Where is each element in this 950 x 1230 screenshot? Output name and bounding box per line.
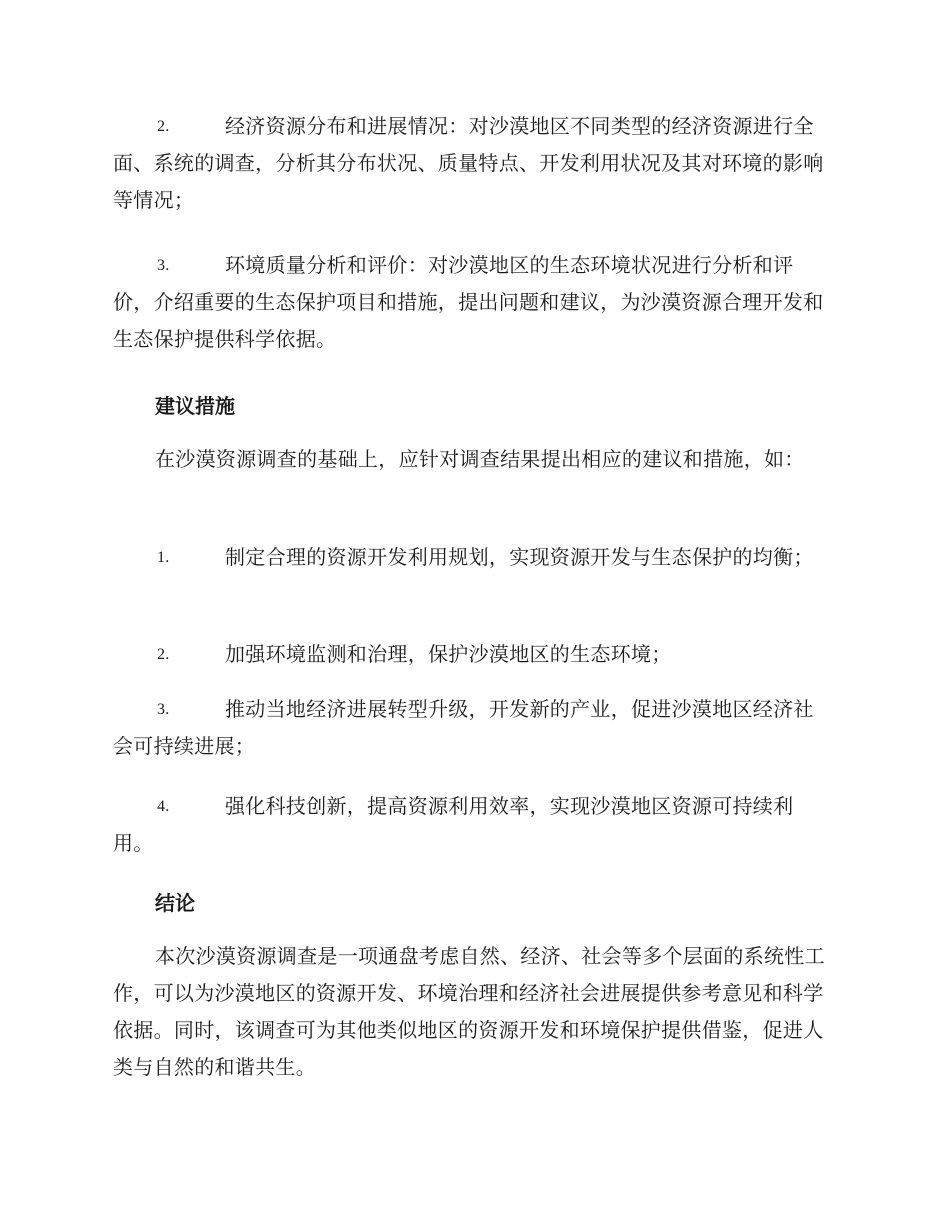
section-heading-conclusion: 结论 (155, 891, 195, 915)
list-item (113, 539, 833, 576)
list-item-text: 制定合理的资源开发利用规划，实现资源开发与生态保护的均衡； (225, 545, 814, 569)
section-intro-paragraph: 在沙漠资源调查的基础上，应针对调查结果提出相应的建议和措施，如： (155, 447, 805, 471)
conclusion-paragraph: 本次沙漠资源调查是一项通盘考虑自然、经济、社会等多个层面的系统性工作，可以为沙漠地区的资源开发、环境治理和经济社会进展提供参考意见和科学依据。同时，该调查可为其他类似地区的资源开发和环境保护提供借鉴，促进人类与自然的和谐共生。 (113, 944, 825, 1079)
section-heading-suggestions: 建议措施 (155, 394, 235, 418)
list-item (113, 108, 833, 219)
list-item (113, 788, 833, 862)
list-item-number: 4. (157, 798, 170, 815)
list-item-text: 经济资源分布和进展情况：对沙漠地区不同类型的经济资源进行全面、系统的调查，分析其分布状况、质量特点、开发利用状况及其对环境的影响等情况； (113, 114, 824, 212)
list-item-number: 3. (157, 257, 170, 274)
list-item-number: 2. (157, 118, 170, 135)
list-item (113, 691, 833, 765)
list-item-number: 2. (157, 646, 170, 663)
list-item-text: 环境质量分析和评价：对沙漠地区的生态环境状况进行分析和评价，介绍重要的生态保护项目和措施，提出问题和建议，为沙漠资源合理开发和生态保护提供科学依据。 (113, 253, 824, 351)
list-item-text: 强化科技创新，提高资源利用效率，实现沙漠地区资源可持续利用。 (113, 794, 794, 855)
list-item (113, 636, 833, 673)
list-item-number: 3. (157, 701, 170, 718)
list-item-number: 1. (157, 549, 170, 566)
list-item (113, 247, 833, 358)
list-item-text: 推动当地经济进展转型升级，开发新的产业，促进沙漠地区经济社会可持续进展； (113, 697, 814, 758)
list-item-text: 加强环境监测和治理，保护沙漠地区的生态环境； (225, 642, 672, 666)
